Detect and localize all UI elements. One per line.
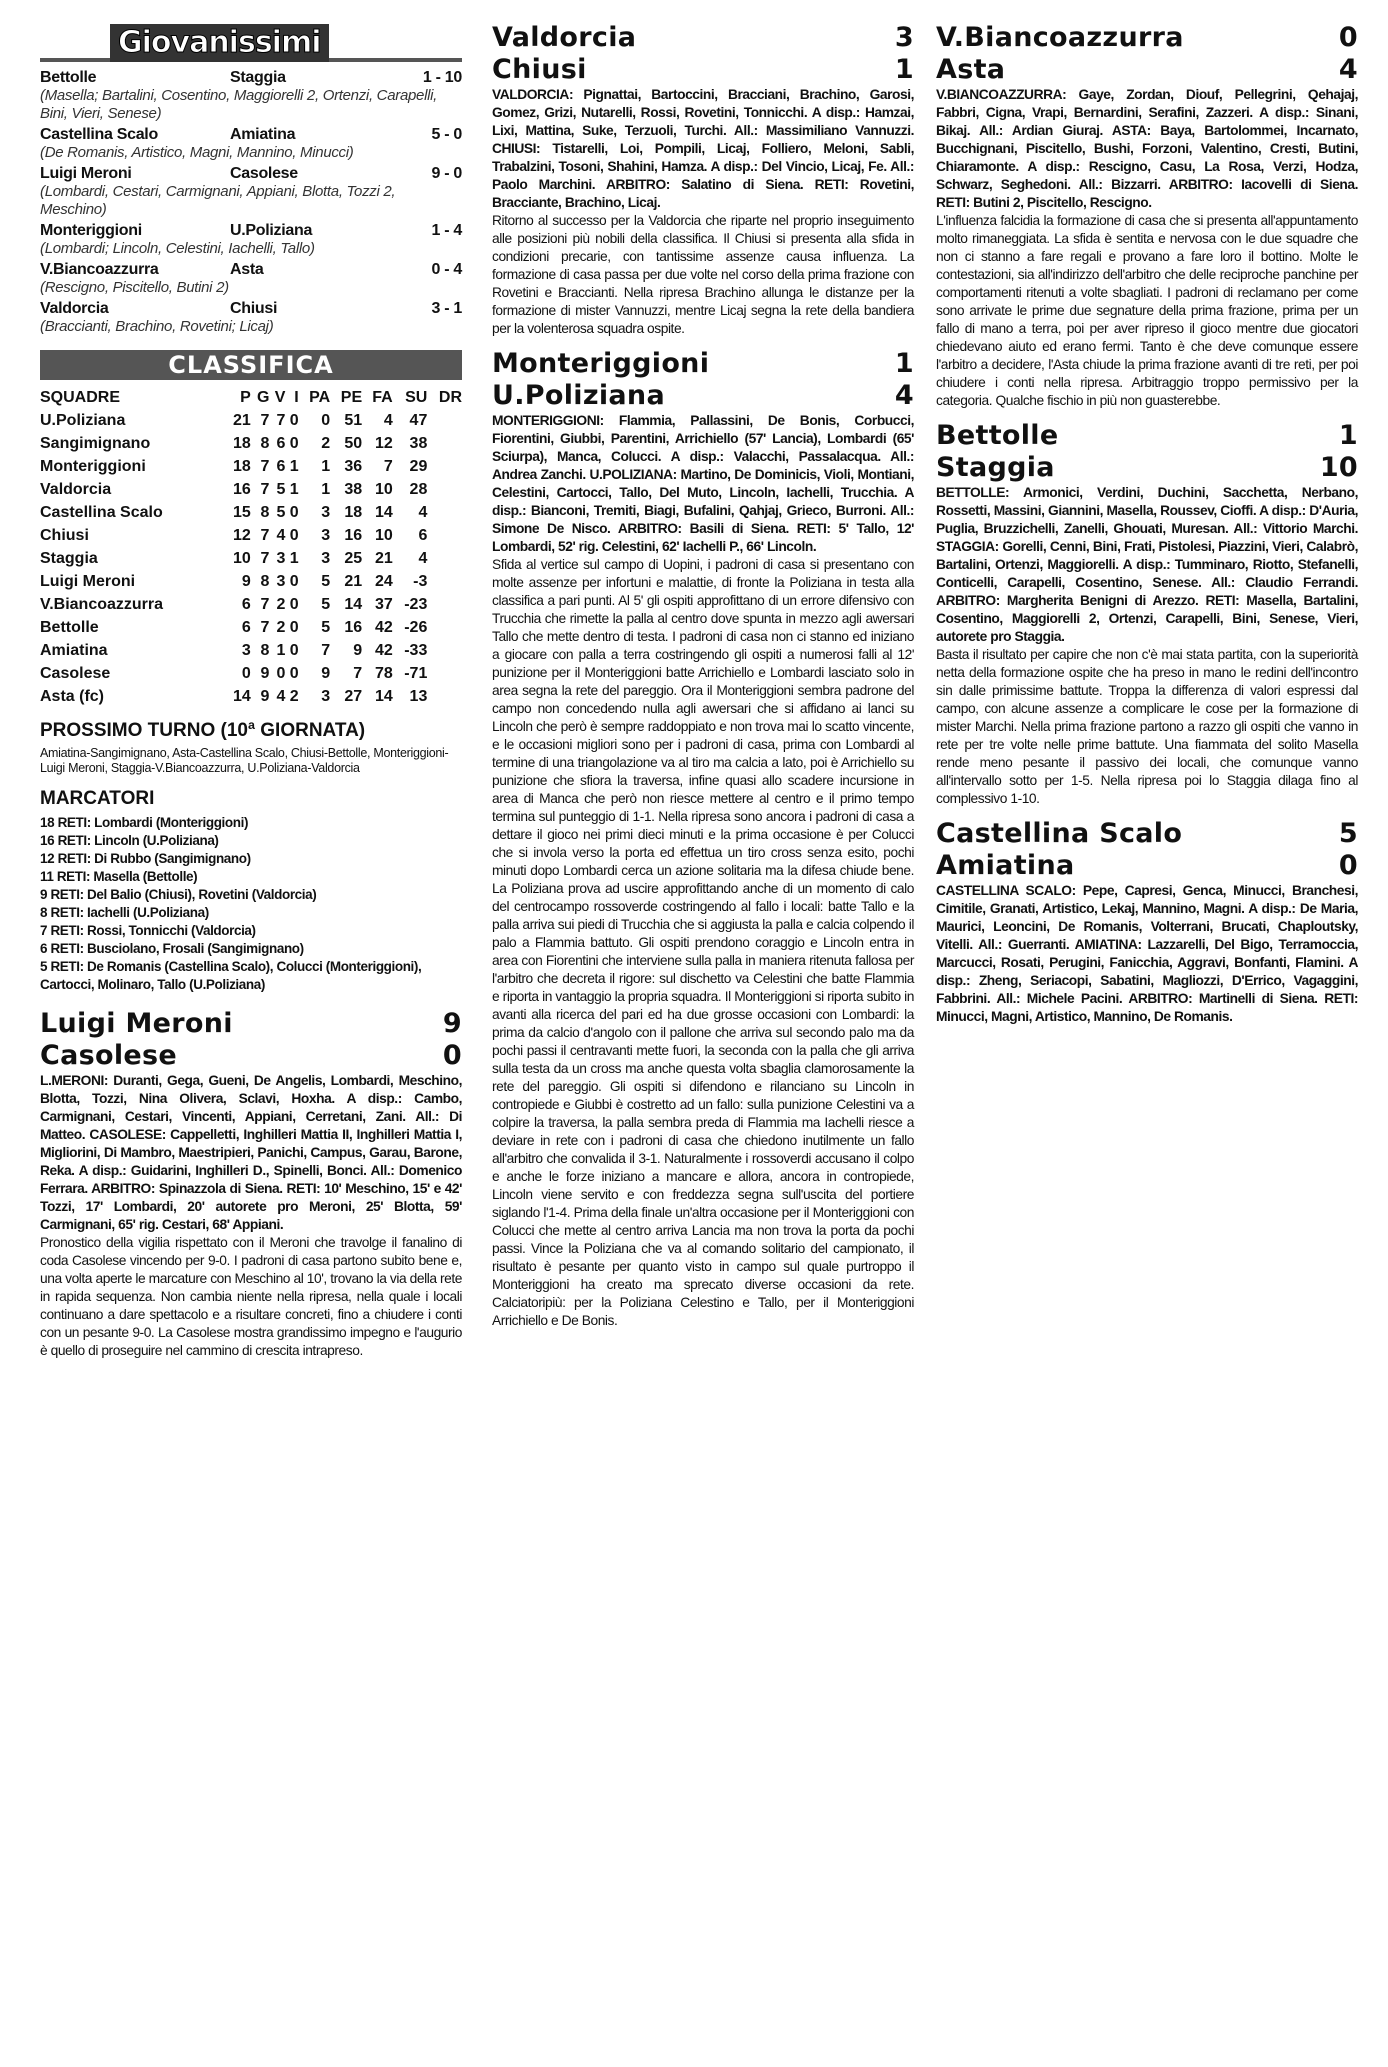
- stat-cell: 0: [289, 642, 299, 659]
- away-team: Casolese: [40, 1040, 178, 1071]
- home-score: 1: [1338, 420, 1358, 451]
- match-header-home: [936, 22, 1358, 54]
- results-list: [40, 68, 462, 336]
- stat-cell: 18: [344, 504, 363, 521]
- stat-cell: 1: [289, 458, 299, 475]
- stat-cell: 18: [232, 435, 251, 452]
- stat-cell: 0: [289, 504, 299, 521]
- stat-cell: 5: [276, 504, 286, 521]
- home-score: 9: [442, 1008, 462, 1039]
- stat-cell: 2: [276, 596, 286, 613]
- away-team: Chiusi: [230, 300, 278, 317]
- stat-cell: 78: [374, 665, 393, 682]
- stat-cell: -33: [404, 642, 428, 659]
- stat-cell: 14: [374, 688, 393, 705]
- match-article: [936, 420, 1358, 808]
- team-name: V.Biancoazzurra: [40, 596, 164, 613]
- stat-cell: -71: [404, 665, 428, 682]
- scorer-line: 11 RETI: Masella (Bettolle): [40, 869, 198, 884]
- home-team: Bettolle: [40, 69, 97, 86]
- stat-cell: 7: [276, 412, 286, 429]
- stat-cell: 6: [276, 435, 286, 452]
- standings-row: [40, 501, 462, 524]
- match-article: [492, 348, 914, 1330]
- stat-cell: 18: [232, 458, 251, 475]
- standings-row: [40, 409, 462, 432]
- away-score: 4: [894, 380, 914, 411]
- stat-cell: 8: [260, 435, 270, 452]
- newspaper-page: [40, 22, 1360, 2042]
- stat-cell: 29: [409, 458, 428, 475]
- stat-cell: 1: [289, 550, 299, 567]
- stat-cell: 0: [289, 596, 299, 613]
- stat-cell: 9: [260, 688, 270, 705]
- home-score: 1: [894, 348, 914, 379]
- home-team: Bettolle: [936, 420, 1059, 451]
- stat-cell: 5: [276, 481, 286, 498]
- team-name: Amiatina: [40, 642, 108, 659]
- stat-cell: 3: [321, 527, 331, 544]
- next-round-title: PROSSIMO TURNO (10ª GIORNATA): [40, 720, 366, 741]
- result-item: [40, 68, 462, 123]
- header-cell: SU: [405, 389, 428, 406]
- stat-cell: 42: [374, 642, 393, 659]
- stat-cell: 3: [321, 688, 331, 705]
- scorer-line: 16 RETI: Lincoln (U.Poliziana): [40, 833, 219, 848]
- home-team: V.Biancoazzurra: [936, 22, 1184, 53]
- standings-row: [40, 455, 462, 478]
- stat-cell: 0: [289, 435, 299, 452]
- scorers-title: MARCATORI: [40, 788, 155, 809]
- stat-cell: 5: [321, 596, 331, 613]
- stat-cell: 0: [276, 665, 286, 682]
- stat-cell: 16: [232, 481, 251, 498]
- scorer-line: 18 RETI: Lombardi (Monteriggioni): [40, 815, 249, 830]
- scorers: (Rescigno, Piscitello, Butini 2): [40, 279, 229, 296]
- match-header-home: [936, 818, 1358, 850]
- stat-cell: 10: [232, 550, 251, 567]
- match-report: L'influenza falcidia la formazione di casa che si presenta all'appuntamento molto rimaneggiata. La sfida è sentita e nervosa con le due squadre che non ci stanno a fare regali e provano a fare loro il bottino. Molte le contestazioni, sia all'indirizzo dell'arbitro che delle reciproche panchine per comportamenti ritenuti a volte sbagliati. I padroni di reclamano per come sono arrivate le prime due segnature della prima frazione, prima per un fallo di mano a terra, poi per aver ripreso il gioco mentre due giocatori chiedevano aiuto ed erano fermi. Tanto è che deve comunque essere l'arbitro a decidere, l'Asta chiude la prima frazione avanti di tre reti, per poi chiudere i conti nella ripresa. Arbitraggio troppo permissivo per la categoria. Qualche fischio in più non guasterebbe.: [936, 213, 1358, 408]
- away-team: Staggia: [230, 69, 286, 86]
- home-team: Castellina Scalo: [40, 126, 158, 143]
- stat-cell: 7: [260, 596, 270, 613]
- stat-cell: 14: [344, 596, 363, 613]
- lineups: V.BIANCOAZZURRA: Gaye, Zordan, Diouf, Pellegrini, Qehajaj, Fabbri, Cigna, Vrapi, Bernardini, Serafini, Zazzeri. A disp.: Sinani, Bikaj. All.: Ardian Giuraj. ASTA: Baya, Bartolommei, Incarnato, Bucchignani, Piscitello, Bushi, Forzoni, Valentino, Cresti, Butini, Chiaramonte. A disp.: Rescigno, Casu, La Rosa, Verzi, Hodza, Schwarz, Seghedoni. All.: Bizzarri. ARBITRO: Iacovelli di Siena. RETI: Butini 2, Piscitello, Rescigno.: [936, 87, 1358, 210]
- lineups: BETTOLLE: Armonici, Verdini, Duchini, Sacchetta, Nerbano, Rossetti, Massini, Giannini, Masella, Roussev, Cioffi. A disp.: D'Auria, Puglia, Bruzzichelli, Zanelli, Ghouati, Muresan. All.: Vittorio Marchi. STAGGIA: Gorelli, Cenni, Bini, Frati, Pistolesi, Piazzini, Vieri, Calabrò, Bartalini, Ortenzi, Maggiorelli. A disp.: Tumminaro, Riotto, Stefanelli, Conticelli, Carapelli, Cosentino, Senese. All.: Claudio Ferrandi. ARBITRO: Margherita Benigni di Arezzo. RETI: Masella, Bartalini, Cosentino, Maggiorelli 2, Ortenzi, Carapelli, Bini, Senese, Vieri, autorete pro Staggia.: [936, 485, 1358, 644]
- stat-cell: -26: [404, 619, 428, 636]
- away-team: U.Poliziana: [492, 380, 665, 411]
- stat-cell: 6: [241, 619, 251, 636]
- away-team: Casolese: [230, 165, 298, 182]
- team-name: Castellina Scalo: [40, 504, 163, 521]
- stat-cell: 3: [241, 642, 251, 659]
- stat-cell: 7: [260, 527, 270, 544]
- stat-cell: 7: [353, 665, 363, 682]
- next-round-text: Amiatina-Sangimignano, Asta-Castellina Scalo, Chiusi-Bettolle, Monteriggioni-Luigi Meroni, Staggia-V.Biancoazzurra, U.Poliziana-Valdorcia: [40, 746, 449, 775]
- stat-cell: 9: [260, 665, 270, 682]
- stat-cell: 47: [409, 412, 428, 429]
- team-name: Monteriggioni: [40, 458, 146, 475]
- away-score: 0: [1338, 850, 1358, 881]
- stat-cell: 1: [321, 458, 331, 475]
- stat-cell: 7: [383, 458, 393, 475]
- team-name: Bettolle: [40, 619, 99, 636]
- stat-cell: 21: [232, 412, 251, 429]
- stat-cell: 7: [260, 550, 270, 567]
- stat-cell: 5: [321, 573, 331, 590]
- standings-row: [40, 593, 462, 616]
- stat-cell: 0: [289, 412, 299, 429]
- stat-cell: 9: [321, 665, 331, 682]
- match-article: [492, 22, 914, 338]
- standings-row: [40, 570, 462, 593]
- stat-cell: 6: [418, 527, 428, 544]
- home-score: 0: [1338, 22, 1358, 53]
- header-cell: SQUADRE: [40, 389, 121, 406]
- section-title: Giovanissimi: [110, 24, 329, 62]
- stat-cell: 37: [374, 596, 393, 613]
- standings-row: [40, 662, 462, 685]
- stat-cell: 2: [289, 688, 299, 705]
- stat-cell: 0: [289, 619, 299, 636]
- home-team: Luigi Meroni: [40, 1008, 233, 1039]
- stat-cell: 3: [276, 573, 286, 590]
- scorers: (De Romanis, Artistico, Magni, Mannino, Minucci): [40, 144, 354, 161]
- stat-cell: 7: [260, 458, 270, 475]
- team-name: Valdorcia: [40, 481, 112, 498]
- stat-cell: 42: [374, 619, 393, 636]
- match-header-away: [40, 1040, 462, 1072]
- scorer-line: 12 RETI: Di Rubbo (Sangimignano): [40, 851, 251, 866]
- away-team: U.Poliziana: [230, 222, 313, 239]
- stat-cell: -3: [413, 573, 428, 590]
- stat-cell: 24: [374, 573, 393, 590]
- standings-row: [40, 616, 462, 639]
- header-cell: V: [274, 389, 286, 406]
- stat-cell: 4: [276, 527, 286, 544]
- stat-cell: 28: [409, 481, 428, 498]
- stat-cell: 4: [418, 504, 428, 521]
- team-name: Casolese: [40, 665, 111, 682]
- stat-cell: 15: [232, 504, 251, 521]
- team-name: U.Poliziana: [40, 412, 126, 429]
- match-header-away: [936, 54, 1358, 86]
- match-report: Basta il risultato per capire che non c'è mai stata partita, con la superiorità netta della formazione ospite che ha preso in mano le redini dell'incontro sin dalle primissime battute. Troppa la differenza di valori espressi dal campo, con alcune assenze a complicare le cose per la formazione di mister Marchi. Nella prima frazione partono a razzo gli ospiti che vanno in rete per tre volte nelle prime battute. Una fiammata del solito Masella rende meno pesante il passivo dei locali, che comunque vanno all'intervallo sotto per 1-5. Nella ripresa poi lo Staggia dilaga fino al complessivo 1-10.: [936, 647, 1358, 806]
- stat-cell: 0: [289, 527, 299, 544]
- match-report: Pronostico della vigilia rispettato con il Meroni che travolge il fanalino di coda Casolese vincendo per 9-0. I padroni di casa partono subito bene e, una volta aperte le marcature con Meschino al 10', trovano la via della rete in rapida sequenza. Non cambia niente nella ripresa, nella quale i locali continuano a dare spettacolo e a risultare concreti, fino a chiudere i conti con un pesante 9-0. La Casolese mostra grandissimo impegno e l'augurio è quello di proseguire nel cammino di crescita intrapreso.: [40, 1235, 462, 1358]
- stat-cell: 4: [276, 688, 286, 705]
- stat-cell: 0: [241, 665, 251, 682]
- scorers: (Masella; Bartalini, Cosentino, Maggiorelli 2, Ortenzi, Carapelli, Bini, Vieri, Senese): [40, 87, 438, 122]
- match-article: [40, 1008, 462, 1360]
- away-score: 4: [1338, 54, 1358, 85]
- scorers: (Lombardi; Lincoln, Celestini, Iachelli, Tallo): [40, 240, 315, 257]
- stat-cell: 38: [344, 481, 363, 498]
- lineups: L.MERONI: Duranti, Gega, Gueni, De Angelis, Lombardi, Meschino, Blotta, Tozzi, Nina Olivera, Sclavi, Hoxha. A disp.: Cambo, Carmignani, Cestari, Vincenti, Appiani, Cerretani, Zani. All.: Di Matteo. CASOLESE: Cappelletti, Inghilleri Mattia II, Inghilleri Mattia I, Migliorini, Di Mambro, Maestripieri, Panichi, Campus, Garau, Barone, Reka. A disp.: Guidarini, Inghilleri D., Spinelli, Bonci. All.: Domenico Ferrara. ARBITRO: Spinazzola di Siena. RETI: 10' Meschino, 15' e 42' Tozzi, 17' Lombardi, 20' autorete pro Meroni, 25' Blotta, 59' Carmignani, 65' rig. Cestari, 68' Appiani.: [40, 1073, 462, 1232]
- stat-cell: 8: [260, 504, 270, 521]
- stat-cell: 2: [276, 619, 286, 636]
- stat-cell: 8: [260, 573, 270, 590]
- stat-cell: 51: [344, 412, 363, 429]
- match-report: Ritorno al successo per la Valdorcia che riparte nel proprio inseguimento alle posizioni più nobili della classifica. Il Chiusi si presenta alla sfida in condizioni precarie, con tantissime assenze causa influenza. La formazione di casa passa per due volte nel corso della prima frazione con Rovetini e Braccianti. Nella ripresa Brachino allunga le distanze per la formazione di mister Vannuzzi, mentre Licaj segna la rete della bandiera per la volenterosa squadra ospite.: [492, 213, 914, 336]
- home-team: Luigi Meroni: [40, 165, 132, 182]
- standings-title: CLASSIFICA: [40, 350, 462, 380]
- stat-cell: -23: [404, 596, 428, 613]
- stat-cell: 13: [409, 688, 428, 705]
- match-header-away: [492, 380, 914, 412]
- stat-cell: 2: [321, 435, 331, 452]
- away-score: 1: [894, 54, 914, 85]
- team-name: Staggia: [40, 550, 98, 567]
- home-team: Valdorcia: [492, 22, 637, 53]
- away-team: Chiusi: [492, 54, 587, 85]
- stat-cell: 16: [344, 619, 363, 636]
- match-header-away: [492, 54, 914, 86]
- stat-cell: 9: [353, 642, 363, 659]
- team-name: Sangimignano: [40, 435, 151, 452]
- stat-cell: 25: [344, 550, 363, 567]
- match-header-home: [492, 22, 914, 54]
- header-cell: DR: [438, 389, 462, 406]
- stat-cell: 38: [409, 435, 428, 452]
- stat-cell: 5: [321, 619, 331, 636]
- match-header-away: [936, 850, 1358, 882]
- stat-cell: 12: [232, 527, 251, 544]
- stat-cell: 4: [418, 550, 428, 567]
- header-cell: I: [294, 389, 299, 406]
- stat-cell: 16: [344, 527, 363, 544]
- score: 1 - 4: [431, 222, 462, 239]
- result-item: [40, 125, 462, 162]
- stat-cell: 0: [321, 412, 331, 429]
- scorers: (Braccianti, Brachino, Rovetini; Licaj): [40, 318, 274, 335]
- away-score: 0: [442, 1040, 462, 1071]
- scorer-line: 5 RETI: De Romanis (Castellina Scalo), Colucci (Monteriggioni), Cartocci, Molinaro, Tallo (U.Poliziana): [40, 959, 422, 992]
- stat-cell: 8: [260, 642, 270, 659]
- stat-cell: 3: [321, 504, 331, 521]
- match-header-home: [936, 420, 1358, 452]
- lineups: MONTERIGGIONI: Flammia, Pallassini, De Bonis, Corbucci, Fiorentini, Giubbi, Parentini, Arrichiello (57' Lancia), Lombardi (65' Sciurpa), Manca, Colucci. A disp.: Valacchi, Passalacqua. All.: Andrea Zanchi. U.POLIZIANA: Martino, De Dominicis, Violi, Montiani, Celestini, Cartocci, Tallo, Del Muto, Lincoln, Iachelli, Trucchia. A disp.: Bianconi, Tremiti, Biagi, Bufalini, Qahjaj, Grieco, Burroni. All.: Simone De Nisco. ARBITRO: Basili di Siena. RETI: 5' Tallo, 12' Lombardi, 52' rig. Celestini, 62' Iachelli P., 66' Lincoln.: [492, 413, 914, 554]
- stat-cell: 21: [374, 550, 393, 567]
- match-header-away: [936, 452, 1358, 484]
- result-item: [40, 299, 462, 336]
- stat-cell: 3: [321, 550, 331, 567]
- stat-cell: 12: [374, 435, 393, 452]
- stat-cell: 10: [374, 527, 393, 544]
- result-item: [40, 221, 462, 258]
- stat-cell: 4: [383, 412, 393, 429]
- standings-row: [40, 432, 462, 455]
- match-header-home: [40, 1008, 462, 1040]
- standings-row: [40, 524, 462, 547]
- stat-cell: 1: [321, 481, 331, 498]
- column-2: [492, 22, 914, 1340]
- team-name: Asta (fc): [40, 688, 105, 705]
- header-cell: P: [240, 389, 251, 406]
- result-item: [40, 164, 462, 219]
- lineups: VALDORCIA: Pignattai, Bartoccini, Bracciani, Brachino, Garosi, Gomez, Grizi, Nutarelli, Rossi, Rovetini, Tonnicchi. A disp.: Hamzai, Lixi, Mattina, Suke, Terzuoli, Turchi. All.: Massimiliano Vannuzzi. CHIUSI: Tistarelli, Loi, Pompili, Licaj, Folliero, Meloni, Sabli, Trabalzini, Tosoni, Shahini, Hamza. A disp.: Del Vincio, Licaj, Fe. All.: Paolo Marchini. ARBITRO: Salatino di Siena. RETI: Rovetini, Bracciante, Brachino, Licaj.: [492, 87, 914, 210]
- stat-cell: 6: [241, 596, 251, 613]
- stat-cell: 7: [260, 412, 270, 429]
- stat-cell: 21: [344, 573, 363, 590]
- match-report: Sfida al vertice sul campo di Uopini, i padroni di casa si presentano con molte assenze per infortuni e malattie, di fronte la Poliziana in testa alla classifica a pari punti. Al 5' gli ospiti approfittano di un errore difensivo con Trucchia che rimette la palla al centro dove spunta in mezzo agli awersari Tallo che mette dentro di testa. I padroni di casa non ci stanno ed iniziano a giocare con palla a terra costringendo gli ospiti a numerosi falli al 12' punizione per il Monteriggioni batte Arrichiello e Lombardi lasciato solo in area segna la rete del pareggio. Ora il Monteriggioni sembra padrone del campo non concedendo nulla agli awersari che si affidano ai lanci su Lincoln che però è sempre raddoppiato e non trova mai lo scatto vincente, e le occasioni migliori sono per i padroni di casa, prima con Lombardi al termine di una triangolazione va al tiro ma calcia a lato, poi è Arrichiello su punizione che sfiora la traversa, infine quasi allo scadere incursione in area di Manca che però non riesce mettere al centro e il primo tempo termina sul punteggio di 1-1. Nella ripresa sono ancora i padroni di casa a dettare il gioco nei primi dieci minuti e la prima occasione è per Colucci che si invola verso la porta ed effettua un tiro cross senza esito, pochi minuti dopo Lombardi cerca un azione solitaria ma la difesa chiude bene. La Poliziana prova ad uscire approfittando anche di un momento di calo del centrocampo rossoverde costringendo al fallo i locali: batte Tallo e la palla arriva sui piedi di Trucchia che si aggiusta la palla e calcia colpendo il palo a Flammia battuto. Gli ospiti prendono coraggio e Lincoln entra in area con Fiorentini che interviene sulla palla in maniera ritenuta fallosa per l'arbitro che decreta il rigore: sul dischetto va Celestini che batte Flammia e riporta in vantaggio la propria squadra. Il Monteriggioni si riporta subito in avanti alla ricerca del pari ed ha due grosse occasioni con Lombardi: la prima da calcio d'angolo con il pallone che arriva sul secondo palo ma da pochi passi il centravanti mette fuori, la seconda con la palla che gli arriva sulla testa da un cross ma anche questa volta sbaglia clamorosamente la rete del pareggio. Gli ospiti si difendono e rilanciano su Lincoln in contropiede e Giubbi è costretto ad un fallo: sulla punizione Celestini va a colpire la traversa, la palla sembra preda di Flammia ma Iachelli riesce a deviare in rete con i padroni di casa che chiedono inutilmente un fallo all'arbitro che convalida il 3-1. Naturalmente i rossoverdi accusano il colpo e anche le forze iniziano a mancare e allora, ancora in contropiede, Lincoln viene servito e con freddezza segna sull'uscita del portiere siglando l'1-4. Prima della finale un'altra occasione per il Monteriggioni con Colucci che mette al centro arriva Lancia ma non trova la porta da pochi passi. Vince la Poliziana che va al comando solitario del campionato, il risultato è pesante per quanto visto in campo sul quale purtroppo il Monteriggioni ha creato ma sprecato diverse occasioni da rete. Calciatoripiù: per la Poliziana Celestino e Tallo, per il Monteriggioni Arrichiello e De Bonis.: [492, 557, 914, 1328]
- stat-cell: 50: [344, 435, 363, 452]
- stat-cell: 7: [260, 619, 270, 636]
- header-cell: PA: [309, 389, 331, 406]
- away-team: Asta: [230, 261, 264, 278]
- home-team: V.Biancoazzurra: [40, 261, 159, 278]
- standings-row: [40, 478, 462, 501]
- stat-cell: 1: [289, 481, 299, 498]
- column-1: [40, 22, 462, 1370]
- column-3: [936, 22, 1358, 1026]
- scorers: (Lombardi, Cestari, Carmignani, Appiani, Blotta, Tozzi 2, Meschino): [40, 183, 396, 218]
- scorer-line: 6 RETI: Busciolano, Frosali (Sangimignano): [40, 941, 304, 956]
- match-article: [936, 22, 1358, 410]
- section-banner: [40, 22, 462, 62]
- stat-cell: 10: [374, 481, 393, 498]
- header-cell: PE: [340, 389, 363, 406]
- home-score: 3: [894, 22, 914, 53]
- stat-cell: 3: [276, 550, 286, 567]
- standings-row: [40, 685, 462, 708]
- stat-cell: 14: [232, 688, 251, 705]
- away-team: Amiatina: [230, 126, 296, 143]
- stat-cell: 7: [321, 642, 331, 659]
- score: 0 - 4: [431, 261, 462, 278]
- scorer-line: 9 RETI: Del Balio (Chiusi), Rovetini (Valdorcia): [40, 887, 317, 902]
- stat-cell: 1: [276, 642, 286, 659]
- score: 3 - 1: [431, 300, 462, 317]
- scorer-line: 8 RETI: Iachelli (U.Poliziana): [40, 905, 209, 920]
- scorer-line: 7 RETI: Rossi, Tonnicchi (Valdorcia): [40, 923, 256, 938]
- header-cell: FA: [372, 389, 393, 406]
- standings-table: [40, 386, 462, 708]
- home-team: Monteriggioni: [40, 222, 142, 239]
- scorers-list: [40, 814, 462, 994]
- away-team: Staggia: [936, 452, 1055, 483]
- header-cell: G: [256, 389, 270, 406]
- home-team: Castellina Scalo: [936, 818, 1183, 849]
- away-team: Asta: [936, 54, 1006, 85]
- score: 9 - 0: [431, 165, 462, 182]
- match-header-home: [492, 348, 914, 380]
- team-name: Chiusi: [40, 527, 89, 544]
- standings-row: [40, 639, 462, 662]
- home-team: Valdorcia: [40, 300, 109, 317]
- away-team: Amiatina: [936, 850, 1075, 881]
- lineups: CASTELLINA SCALO: Pepe, Capresi, Genca, Minucci, Branchesi, Cimitile, Granati, Artistico, Lekaj, Mannino, Magni. A disp.: De Maria, Maurici, Leoncini, De Romanis, Volterrani, Brucati, Chaploutsky, Vitelli. All.: Guerranti. AMIATINA: Lazzarelli, Del Bigo, Terramoccia, Marcucci, Rosati, Perugini, Fanicchia, Aggravi, Bonfanti, Flamini. A disp.: Zheng, Seriacopi, Sabatini, Magliozzi, D'Errico, Vagaggini, Fabbrini. All.: Michele Pacini. ARBITRO: Martinelli di Siena. RETI: Minucci, Magni, Artistico, Mannino, De Romanis.: [936, 883, 1358, 1024]
- stat-cell: 7: [260, 481, 270, 498]
- score: 5 - 0: [431, 126, 462, 143]
- stat-cell: 0: [289, 573, 299, 590]
- score: 1 - 10: [422, 69, 462, 86]
- stat-cell: 14: [374, 504, 393, 521]
- stat-cell: 27: [344, 688, 363, 705]
- stat-cell: 0: [289, 665, 299, 682]
- home-team: Monteriggioni: [492, 348, 710, 379]
- home-score: 5: [1338, 818, 1358, 849]
- stat-cell: 36: [344, 458, 363, 475]
- standings-header-row: [40, 386, 462, 409]
- standings-row: [40, 547, 462, 570]
- away-score: 10: [1319, 452, 1358, 483]
- team-name: Luigi Meroni: [40, 573, 136, 590]
- stat-cell: 9: [241, 573, 251, 590]
- match-article: [936, 818, 1358, 1026]
- standings-body: [40, 409, 462, 708]
- stat-cell: 6: [276, 458, 286, 475]
- result-item: [40, 260, 462, 297]
